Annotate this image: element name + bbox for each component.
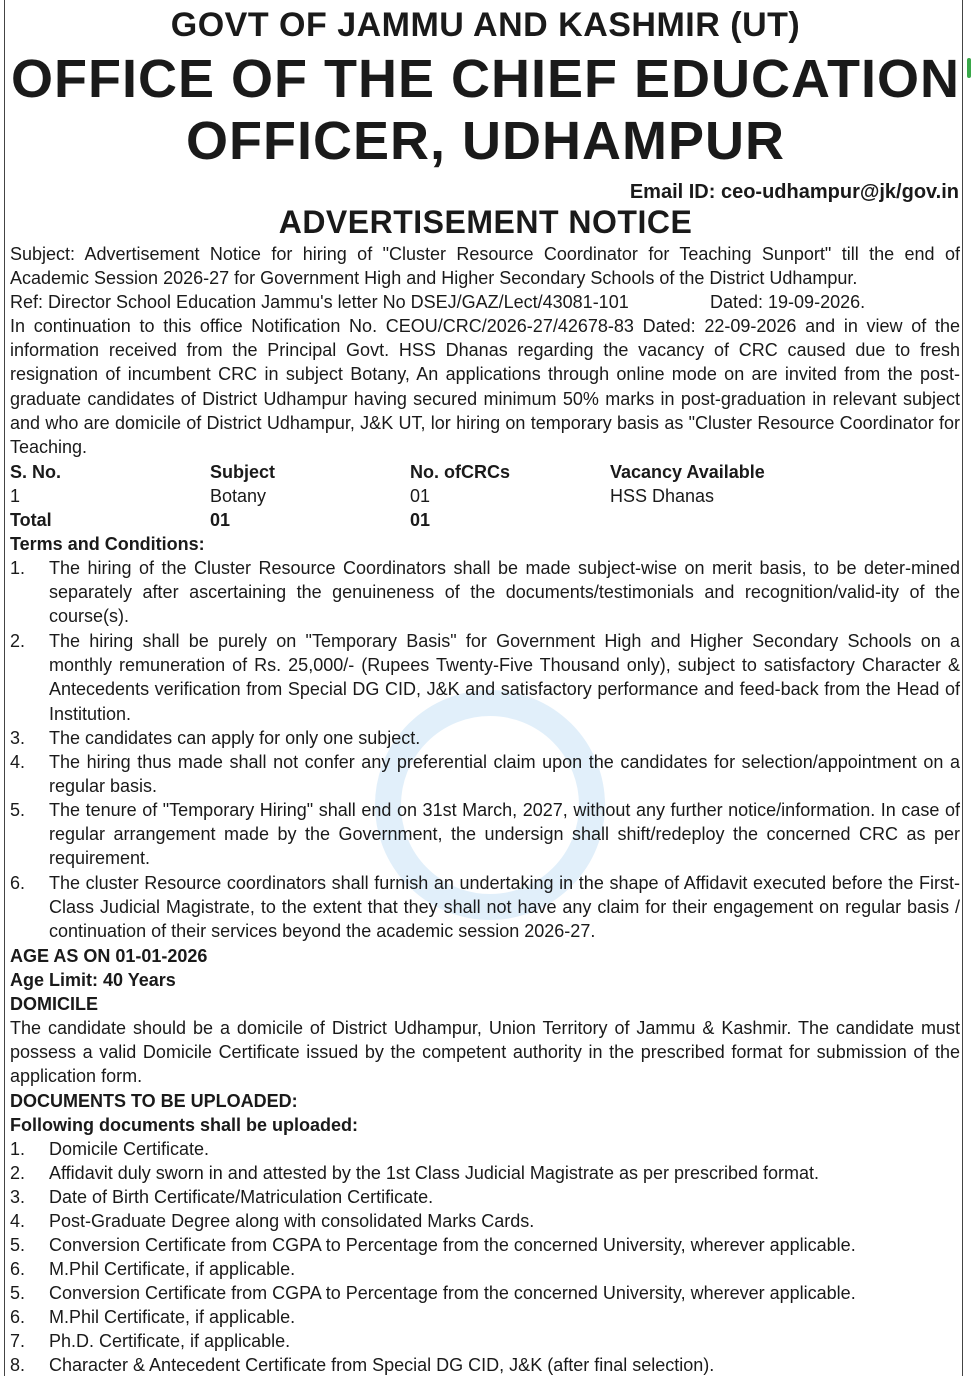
table-cell-vacancy: HSS Dhanas [610, 486, 715, 506]
document-item: Ph.D. Certificate, if applicable. [49, 1331, 291, 1351]
document-number: 4. [10, 1211, 26, 1231]
term-text: The cluster Resource coordinators shall furnish an undertaking in the shape of Affidavit executed before the First-Class Judicial Magistrate, to the extent that they shall not have any claim for their engagement on regular basis / continuation of their services beyond the academic session 2026-27. [49, 873, 960, 942]
document-item: Affidavit duly sworn in and attested by the 1st Class Judicial Magistrate as per prescribed format. [49, 1163, 820, 1183]
table-total-label: Total [10, 510, 52, 530]
table-total-crcs: 01 [410, 510, 431, 530]
intro-paragraph: In continuation to this office Notification No. CEOU/CRC/2026-27/42678-83 Dated: 22-09-2026 and in view of the information received from the Principal Govt. HSS Dhanas regarding the vacancy of CRC caused due to fresh resignation of incumbent CRC in subject Botany, An applications through online mode on are invited from the post-graduate candidates of District Udhampur having secured minimum 50% marks in post-graduation in relevant subject and who are domicile of District Udhampur, J&K UT, lor hiring on temporary basis as "Cluster Resource Coordinator for Teaching. [10, 316, 960, 458]
notice-title: ADVERTISEMENT NOTICE [278, 204, 693, 240]
age-heading: AGE AS ON 01-01-2026 [10, 946, 208, 966]
terms-heading: Terms and Conditions: [10, 534, 205, 554]
document-item: Domicile Certificate. [49, 1139, 210, 1159]
table-cell-sno: 1 [10, 486, 21, 506]
ref-line: Ref: Director School Education Jammu's letter No DSEJ/GAZ/Lect/43081-101 [10, 292, 629, 312]
term-number: 1. [10, 558, 26, 578]
term-text: The candidates can apply for only one subject. [49, 728, 421, 748]
document-item: Date of Birth Certificate/Matriculation Certificate. [49, 1187, 434, 1207]
table-total-subject: 01 [210, 510, 231, 530]
document-number: 5. [10, 1283, 26, 1303]
ref-dated: Dated: 19-09-2026. [710, 292, 866, 312]
table-header-crcs: No. ofCRCs [410, 462, 510, 482]
office-heading-line1: OFFICE OF THE CHIEF EDUCATION [11, 49, 960, 109]
documents-heading: DOCUMENTS TO BE UPLOADED: [10, 1091, 298, 1111]
table-header-subject: Subject [210, 462, 276, 482]
document-number: 6. [10, 1259, 26, 1279]
govt-heading: GOVT OF JAMMU AND KASHMIR (UT) [170, 6, 801, 44]
term-number: 5. [10, 800, 26, 820]
age-limit: Age Limit: 40 Years [10, 970, 176, 990]
document-item: Post-Graduate Degree along with consolidated Marks Cards. [49, 1211, 535, 1231]
domicile-heading: DOMICILE [10, 994, 98, 1014]
documents-subheading: Following documents shall be uploaded: [10, 1115, 359, 1135]
table-cell-subject: Botany [210, 486, 267, 506]
subject-paragraph: Subject: Advertisement Notice for hiring of "Cluster Resource Coordinator for Teaching Sunport" till the end of Academic Session 2026-27 for Government High and Higher Secondary Schools of the District Udhampur. [10, 244, 960, 289]
email-id: Email ID: ceo-udhampur@jk/gov.in [629, 181, 959, 203]
office-heading-line2: OFFICER, UDHAMPUR [186, 111, 785, 171]
document-item: Conversion Certificate from CGPA to Percentage from the concerned University, wherever applicable. [49, 1283, 856, 1303]
document-item: M.Phil Certificate, if applicable. [49, 1259, 296, 1279]
document-number: 3. [10, 1187, 26, 1207]
document-item: M.Phil Certificate, if applicable. [49, 1307, 296, 1327]
domicile-paragraph [10, 1016, 960, 1089]
term-number: 2. [10, 631, 26, 651]
document-number: 6. [10, 1307, 26, 1327]
term-text: The hiring thus made shall not confer any preferential claim upon the candidates for selection/appointment on a regular basis. [49, 752, 960, 797]
document-item: Conversion Certificate from CGPA to Percentage from the concerned University, wherever applicable. [49, 1235, 856, 1255]
document-number: 1. [10, 1139, 26, 1159]
document-number: 7. [10, 1331, 26, 1351]
document-number: 8. [10, 1355, 26, 1375]
term-number: 6. [10, 873, 26, 893]
table-cell-crcs: 01 [410, 486, 431, 506]
document-item: Character & Antecedent Certificate from Special DG CID, J&K (after final selection). [49, 1355, 715, 1375]
table-header-vacancy: Vacancy Available [610, 462, 765, 482]
term-text: The tenure of "Temporary Hiring" shall end on 31st March, 2027, without any further notice/information. In case of regular arrangement made by the Government, the undersign shall shift/redeploy the concerned CRC as per requirement. [49, 800, 960, 869]
term-text: The hiring shall be purely on "Temporary Basis" for Government High and Higher Secondary Schools on a monthly remuneration of Rs. 25,000/- (Rupees Twenty-Five Thousand only), subject to satisfactory Character & Antecedents verification from Special DG CID, J&K and satisfactory performance and feed-back from the Head of Institution. [49, 631, 960, 724]
term-number: 4. [10, 752, 26, 772]
domicile-text: The candidate should be a domicile of District Udhampur, Union Territory of Jammu & Kashmir. The candidate must possess a valid Domicile Certificate issued by the competent authority in the prescribed format for submission of the application form. [10, 1018, 960, 1087]
document-number: 2. [10, 1163, 26, 1183]
table-header-sno: S. No. [10, 462, 62, 482]
term-text: The hiring of the Cluster Resource Coordinators shall be made subject-wise on merit basis, to be deter-mined separately after ascertaining the genuineness of the documents/testimonials and recognition/valid-ity of the course(s). [49, 558, 960, 627]
term-number: 3. [10, 728, 26, 748]
document-number: 5. [10, 1235, 26, 1255]
